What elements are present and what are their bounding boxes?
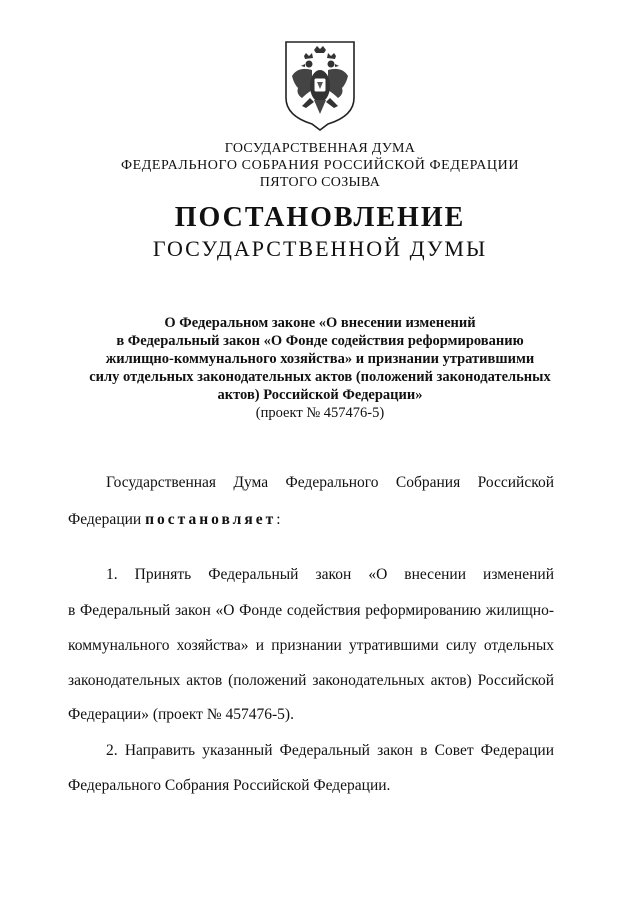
document-subtitle: ГОСУДАРСТВЕННОЙ ДУМЫ <box>152 236 488 261</box>
coat-of-arms-icon <box>284 40 356 132</box>
document-title: ПОСТАНОВЛЕНИЕ <box>174 202 466 233</box>
item1-last-line: Федерации» (проект № 457476-5). <box>68 706 294 723</box>
item1-line: коммунального хозяйства» и признании утратившими силу отдельных <box>68 637 554 654</box>
preamble-line-2 <box>68 511 281 529</box>
preamble-line-1: Государственная Дума Федерального Собрания Российской <box>106 474 554 491</box>
item2-line-1: 2. Направить указанный Федеральный закон в Совет Федерации <box>106 742 554 759</box>
preamble-federation: Федерации <box>68 511 142 528</box>
item2-line-2: Федерального Собрания Российской Федерации. <box>68 777 391 794</box>
subject-line: в Федеральный закон «О Фонде содействия реформированию <box>116 333 524 349</box>
item1-line: законодательных актов (положений законодательных актов) Российской <box>68 672 554 689</box>
subject-line: О Федеральном законе «О внесении изменений <box>164 315 476 331</box>
header-line-convocation: ПЯТОГО СОЗЫВА <box>259 175 381 190</box>
subject-line: силу отдельных законодательных актов (положений законодательных <box>89 369 551 385</box>
item1-line: 1. Принять Федеральный закон «О внесении изменений <box>106 566 554 583</box>
project-number: (проект № 457476-5) <box>255 405 385 421</box>
item1-line: в Федеральный закон «О Фонде содействия реформированию жилищно- <box>68 602 554 619</box>
subject-block <box>0 314 640 422</box>
subject-line: жилищно-коммунального хозяйства» и признании утратившими <box>105 351 535 367</box>
preamble-colon: : <box>276 511 281 528</box>
header-line-federal-assembly: ФЕДЕРАЛЬНОГО СОБРАНИЯ РОССИЙСКОЙ ФЕДЕРАЦИИ <box>120 158 520 173</box>
preamble-keyword: постановляет <box>145 511 277 528</box>
header-line-duma: ГОСУДАРСТВЕННАЯ ДУМА <box>224 141 416 156</box>
subject-line: актов) Российской Федерации» <box>217 387 423 403</box>
